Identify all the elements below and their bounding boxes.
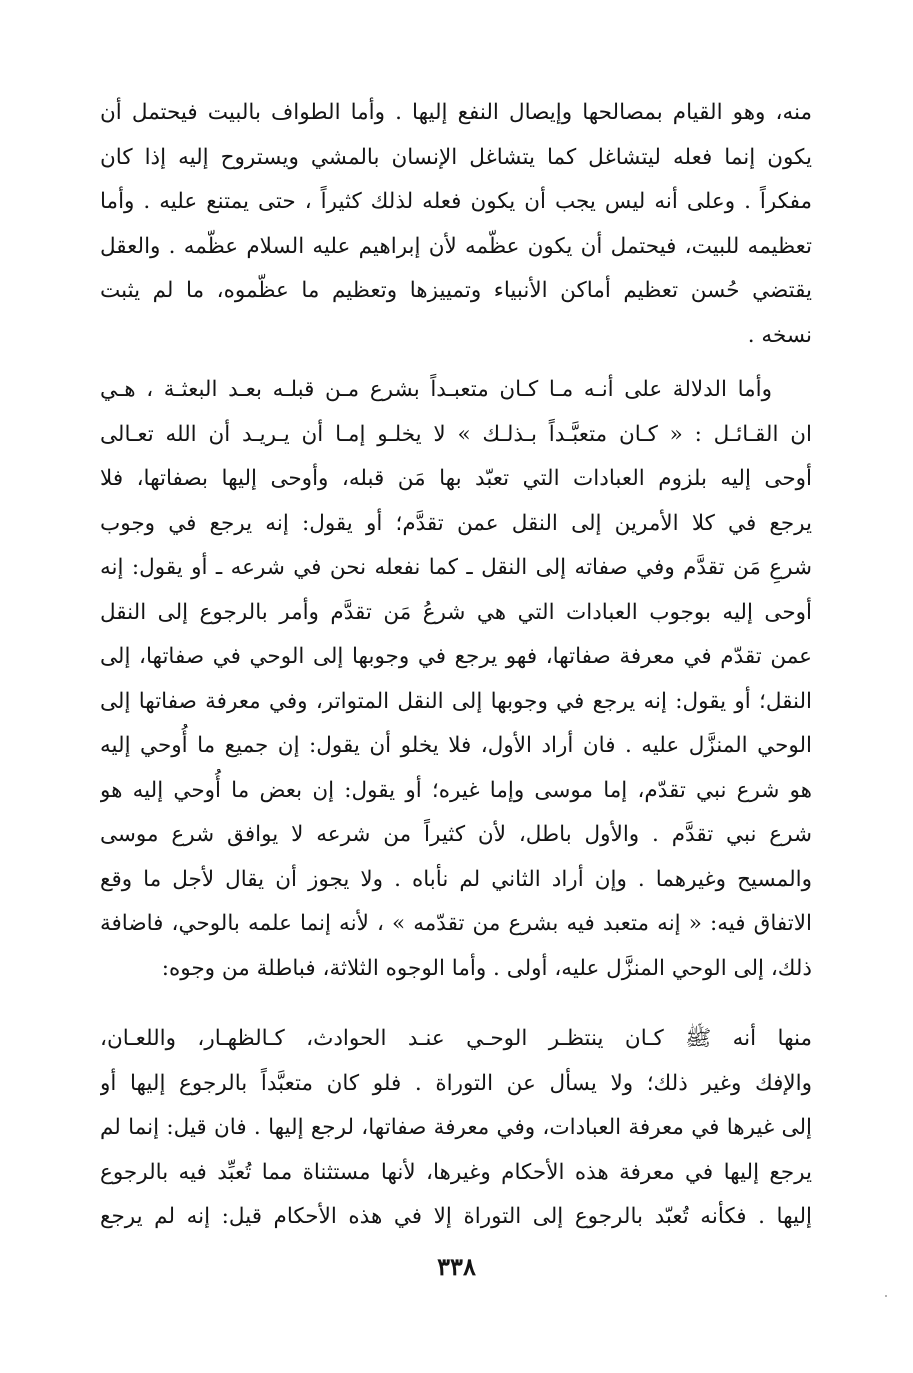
text-line: منها أنه ﷺ كـان ينتظـر الوحـي عنـد الحوادث، كـالظهـار، واللعـان، bbox=[100, 1026, 812, 1051]
text-line: هو شرع نبي تقدّم، إما موسى وإما غيره؛ أو يقول: إن بعض ما أُوحي إليه هو bbox=[100, 777, 812, 803]
text-line: والمسيح وغيرهما . وإن أراد الثاني لم نأباه . ولا يجوز أن يقال لأجل ما وقع bbox=[100, 866, 812, 892]
text-line: مفكراً . وعلى أنه ليس يجب أن يكون فعله لذلك كثيراً ، حتى يمتنع عليه . وأما bbox=[100, 189, 812, 214]
page-number: ٣٣٨ bbox=[437, 1252, 476, 1281]
text-line: النقل؛ أو يقول: إنه يرجع في وجوبها إلى النقل المتواتر، وفي معرفة صفاتها إلى bbox=[100, 688, 812, 714]
text-line: ان القـائـل : « كـان متعبَّـداً بـذلـك » لا يخلـو إمـا أن يـريـد أن الله تعـالى bbox=[100, 421, 812, 447]
text-line: أوحى إليه بوجوب العبادات التي هي شرعُ مَن تقدَّم وأمر بالرجوع إلى النقل bbox=[100, 599, 812, 625]
text-line: يكون إنما فعله ليتشاغل كما يتشاغل الإنسان بالمشي ويستروح إليه إذا كان bbox=[100, 144, 812, 170]
text-line: شرعِ مَن تقدَّم وفي صفاته إلى النقل ـ كما نفعله نحن في شرعه ـ أو يقول: إنه bbox=[100, 555, 812, 580]
text-line: إلى غيرها في معرفة العبادات، وفي معرفة صفاتها، لرجع إليها . فان قيل: إنما لم bbox=[100, 1115, 812, 1140]
text-line: نسخه . bbox=[747, 322, 812, 348]
text-line: يقتضي حُسن تعظيم أماكن الأنبياء وتمييزها وتعظيم ما عظّموه، ما لم يثبت bbox=[100, 278, 812, 303]
paragraph-2 bbox=[100, 368, 812, 991]
text-line: عمن تقدّم في معرفة صفاتها، فهو يرجع في وجوبها إلى الوحي في صفاتها، إلى bbox=[100, 644, 812, 669]
text-line: والإفك وغير ذلك؛ ولا يسأل عن التوراة . فلو كان متعبَّداً بالرجوع إليها أو bbox=[100, 1070, 812, 1096]
text-line: يرجع إليها في معرفة هذه الأحكام وغيرها، لأنها مستثناة مما تُعبِّد فيه بالرجوع bbox=[100, 1159, 812, 1185]
text-line: الوحي المنزَّل عليه . فان أراد الأول، فلا يخلو أن يقول: إن جميع ما أُوحي إليه bbox=[100, 733, 812, 758]
scan-speck bbox=[885, 1295, 887, 1297]
text-line: وأما الدلالة على أنـه مـا كـان متعبـداً بشرع مـن قبلـه بعـد البعثـة ، هـي bbox=[100, 377, 772, 402]
paragraph-3 bbox=[100, 1017, 812, 1240]
text-line: الاتفاق فيه: « إنه متعبد فيه بشرع من تقدّمه » ، لأنه إنما علمه بالوحي، فاضافة bbox=[100, 911, 812, 936]
text-line: تعظيمه للبيت، فيحتمل أن يكون عظّمه لأن إبراهيم عليه السلام عظّمه . والعقل bbox=[100, 233, 812, 259]
text-line: أوحى إليه بلزوم العبادات التي تعبّد بها مَن قبله، وأوحى إليها بصفاتها، فلا bbox=[100, 466, 812, 491]
text-line: شرع نبي تقدَّم . والأول باطل، لأن كثيراً من شرعه لا يوافق شرع موسى bbox=[100, 822, 812, 847]
paragraph-1 bbox=[100, 91, 812, 358]
text-line: ذلك، إلى الوحي المنزَّل عليه، أولى . وأما الوجوه الثلاثة، فباطلة من وجوه: bbox=[161, 955, 812, 981]
text-line: يرجع في كلا الأمرين إلى النقل عمن تقدَّم؛ أو يقول: إنه يرجع في وجوب bbox=[100, 510, 812, 536]
text-line: منه، وهو القيام بمصالحها وإيصال النفع إليها . وأما الطواف بالبيت فيحتمل أن bbox=[100, 100, 812, 125]
text-line: إليها . فكأنه تُعبّد بالرجوع إلى التوراة إلا في هذه الأحكام قيل: إنه لم يرجع bbox=[100, 1204, 812, 1229]
